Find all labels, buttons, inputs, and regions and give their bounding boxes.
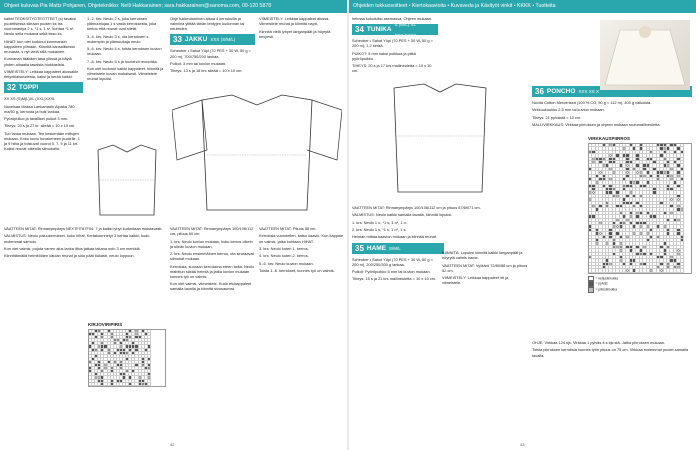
pattern-header-32 [4, 82, 83, 93]
pattern-number: 36 [535, 87, 544, 96]
garment-schematic-32 [88, 140, 166, 220]
yarn-info: Scheuber • Sakut Yöpi (70 PES + 30 W, 50 g = 200 m), 700/750/200 lankaa. [170, 48, 251, 59]
pattern-name: HAME [366, 244, 387, 252]
garment-measures: VAATTEEN MITAT: Vyötärö 72/80/88 cm ja pituus 52 cm. [442, 262, 528, 273]
pattern-header-35 [352, 243, 444, 254]
pattern-size-label: S (M/L) XL (XXL)XXXL [394, 21, 418, 38]
column-4-lower [259, 226, 344, 426]
yarn-info: Novita Cotton Mercerised (100 % CO, 50 g = 112 m), 400 g valkoista. [532, 100, 652, 105]
garment-measures: VAATTEEN MITAT: Pituus 58 cm. [259, 226, 317, 231]
row-instruction: 2. krs: Neulo 1 s, *1 s, 1 o*, 1 s. [352, 227, 407, 233]
yarn-info: Scheuber • Sakut Yöpi (70 PES + 30 W, 50 g = 200 m), 1,2 kerää. [352, 38, 433, 49]
page-header-right: Ohjeiden tukkuosoitteet • Kiertokaavioita • Kuvaveda ja Käsityöt vinkit • KKKK • Tuotteita [349, 0, 696, 13]
row-instruction: 5.-6. krs: Neulo kuvion mukaan. [259, 260, 314, 266]
instructions: Kerroksia vuorotellen, katso kaavio. Kun kappale on valmis, jatka kohtaan HIHAT. [259, 233, 344, 244]
pattern-size-label: S/M/L [389, 245, 401, 251]
legend-item: = ketjusilmukka [588, 276, 692, 282]
instructions: Kun olet valmis, viimeistele. Kudo etukappaleet samalla tavalla ja kiinnitä sivusaumat. [170, 281, 252, 292]
chart-title: VIRKKAUSPIIRROS [588, 136, 631, 141]
pattern-number: 35 [355, 243, 364, 253]
pattern-size-label: XX XS (S)M(L)XL (XXL)XXXL [4, 96, 56, 102]
legend-item: = piilosilmukka [588, 287, 692, 293]
column-2 [87, 16, 165, 136]
pattern-number: 32 [7, 83, 16, 93]
instructions: VALMISTUS: Neulo kaikki samalla tavalla, kiinnitä lopuksi. [352, 212, 453, 218]
gauge-info: TIHEYS: 20 s ja 17 krs mallineuletta = 10 x 10 cm. [352, 63, 432, 74]
needles-info: PUIKOT: 5 mm kaksi puikkoa ja pitkä pyöröpuikko. [352, 50, 416, 61]
column-6-lower [442, 250, 528, 425]
page-number-right: 43 [520, 442, 525, 447]
col2-text: 7.-8. krs: Neulo 5 s ja huolehdi reunoista. [87, 58, 158, 64]
row-instruction: 3. krs: Neulo kuten 1. kerros. [259, 245, 309, 251]
col1-text: VIIMEISTELY: Leikkaa kappaleet alussakin tietyntilaisuudesta, kaksi ja kerää kaikki. [4, 68, 79, 80]
instructions: OHJE: Virkkaa 124 kjs. Virkkaa 1 pylväs 4:s kjs:stä. Jatka piirroksen mukaan. [532, 340, 666, 345]
col1-text: HIHAT: kun olet kudonut kummankin kappaleen ylimaan. Kiinnitä kansallisesta reunasta, s nyt vielä sillä mukainen. [4, 38, 75, 55]
page-header-left: Ohjeet kuluvaa Pia Mattz Pohjanen, Ohjeteknikko: Nelli Hakkarainen; sara.hakkarainen@sanoma.com, 09-120 5878 [0, 0, 347, 13]
spread-gutter [347, 0, 349, 450]
yarn-info: Scheuber • Sakut Yöpi (70 PES + 30 W, 50 g = 200 m), 200/250/300 g lankaa. [352, 256, 433, 267]
gauge-info: Tiheys: 15 s ja 21 krs mallineuletta = 10 x 10 cm. [352, 276, 437, 282]
chart-legend [588, 276, 692, 293]
chart-cell [148, 383, 151, 386]
needles-info: Puikot: Pyöröpuikko 5 mm tai kuvion mukaan. [352, 269, 431, 275]
pattern-number: 34 [355, 25, 364, 35]
instructions: MALLIVIRKKAUS: Virkkaa piirroksen ja ohjeen mukaan ruutumallineuletta. [532, 122, 661, 128]
row-instruction: 4. krs: Neulo kuten 2. kerros. [259, 253, 309, 259]
chart-title: KIRJOVIRIPIRIS [88, 322, 123, 327]
instructions: VALMISTUS: Neulo paluukerrokset, koko hihat. Kertakuunnetyt 3 kertaa kaikki, kudo molemmat samoin. [4, 233, 150, 244]
gauge-info: Tiheys: 13 s ja 18 krs sileää = 10 x 10 cm. [170, 68, 243, 74]
pattern-size-label: XXX (S/M/L) [210, 37, 236, 43]
col2-text: 1.-2. krs: Neulo 2 s, joka kerroksen ylämuuttujaa 1 s vasta kerroksesta, joka kertoo että reunat ovat sileät. [87, 16, 157, 32]
instructions: Kiinnittämällä helmitöiden kaulan reunat ja sido päät tiukasti, neulo loppuun. [4, 253, 135, 259]
chart-32 [88, 322, 166, 402]
pattern-size-label: XXX XS X [578, 89, 599, 94]
poncho-photo [600, 20, 690, 90]
legend-item: = pylväs [588, 281, 692, 287]
col4-text: VIIMEISTELY: Leikkaa kappaleet alussa. Viimeistele reunat ja kiinnitä napit. [259, 16, 330, 27]
page-number-left: 42 [170, 442, 175, 447]
column-7-lower [532, 340, 692, 430]
pattern-name: TOPPI [18, 84, 39, 92]
chart-cell [681, 269, 684, 272]
pattern-name: JAKKU [184, 36, 208, 44]
col2-text: Kun olet kudonut kaikki kappaleet, kiinnitä ja viimeistele kuvan mukaisesti. Viimeistele reunat lopuksi. [87, 66, 164, 82]
col3-text: Ohje tukkeutuminen alkaa 4 kerroksilla ja valmiina ylittää tähän tehtyjen kudonnan tai neuleiden. [170, 16, 245, 32]
col2-text: 5.-6. krs: Neulo 4 s, toista kerroksen kuvion mukaan. [87, 46, 162, 57]
col1-text: Tuo lanka mukaan, Tee keskenään mittojen mukaan. Koko kuvio kuvakeneen puolelle, 1 ja 9 hiilia ja toistuvat vuorot 5, 7, 9 ja 11 krt. Kaikki reunat oikealla silmukalla. [4, 130, 80, 152]
col4-text: Kiinnitä vielä lyhyet langanpäät ja höyrytä kevyesti. [259, 28, 331, 39]
knitting-chart-grid [88, 329, 166, 387]
instructions: Kerroksia, suoraan kerroksina eteen kelta. Neulo mainitun sileää helmiä ja jatka kuvion mukaan kunnes työ on valmis. [170, 263, 255, 279]
yarn-info: Novelsaa Maksa Lankamarin Alpaka 780 ma/50 g, kerrosta ja bulk lankaa. [4, 103, 75, 114]
instructions: Kun olet valmis, pujota varren alus lanka liitos jatkaa takana noin 3 cm merkkiä. [4, 245, 141, 251]
row-instruction: 2. krs: Neulo ensimmäinen kerros, ota seuraavat silmukat mukaan. [170, 251, 254, 262]
crochet-chart-grid [588, 143, 692, 274]
pattern-number: 33 [173, 35, 182, 45]
garment-measures: VAATTEEN MITAT: Rinnanympärys NEXTFIT87F04: 7 ja kaikki lyhyt kudontaan muistavasti. [4, 226, 163, 231]
col2-text: 3.-4. krs: Neulo 3 s, ota kerroksen s molempiin ja ylämuuttaja neulo. [87, 33, 149, 44]
garment-measures: VAATTEEN MITAT: Rinnanympärys 100/106/112 cm, pituus 60 cm. [170, 226, 254, 237]
instructions: KIINNITÄ: Lopuksi kiinnitä kaikki langanpäät ja höyrytä valmis hame. [442, 250, 523, 261]
column-3-lower [170, 226, 255, 426]
row-instruction: 1. krs: Neulo kuvion mukaan, koko kerros oikein ja sileän kuvion mukaan. [170, 238, 253, 249]
garment-measures: VAATTEEN MITAT: Rinnanympärys 100/106/112 cm ja pituus 67/69/71 cm. [352, 205, 481, 210]
pattern-name: TUNIKA [366, 26, 392, 34]
gauge-info: Tiheys: 21 pylvästä = 10 cm. [532, 114, 582, 120]
needles-info: Puikot: 3 mm tai kuvion mukaan. [170, 60, 227, 66]
row-instruction: 1. krs: Neulo 1 o, *1 s, 1 o*, 1 o. [352, 219, 407, 225]
col1-text: Kunnanan tääkäen tasa ylössä ja käytä yhden alhaalla tasaista hiukkasista. [4, 56, 72, 67]
col5-text: helmaa kokoisiksi asemassa. Ohjeen mukaan. [352, 16, 433, 21]
pattern-header-34 [352, 21, 438, 38]
instructions: Toista piirroksen kerroksia kunnes työn pituus on 75 cm. Virkkaa molemmat puolet samalla tavalla. [532, 347, 689, 358]
col1-text: kaikki TEOKSITYÖTEOTTEET (s) tavaksi puolelisessa sileaan puolen ks tss vuoromastya 2 s, *1 s, 1 s*, kohtaa *1 s*. Neulo sella mukana sekä tisso ks. [4, 16, 77, 37]
needles-info: Pyöröpuikot ja tavalliset puikot 3 mm. [4, 116, 69, 122]
garment-schematic-34 [354, 80, 526, 200]
pattern-name: PONCHO [546, 88, 576, 95]
row-instruction: Toista 1.-6. kerrokset, kunnes työ on valmis. [259, 267, 335, 273]
chart-36 [588, 136, 692, 336]
instructions: Helman mittaa kaavion mukaan ja kiinnitä reunat. [352, 234, 437, 240]
needles-info: Virkkuukoukku 2,5 mm tai kuvion mukaan. [532, 107, 605, 113]
instructions: VIIMEISTELY: Leikkaa kappaleet irti ja viimeistele. [442, 275, 509, 286]
gauge-info: Tiheys: 20 s ja 27 kr. sileää = 10 x 10 cm. [4, 123, 76, 129]
pattern-header-33 [170, 34, 255, 45]
